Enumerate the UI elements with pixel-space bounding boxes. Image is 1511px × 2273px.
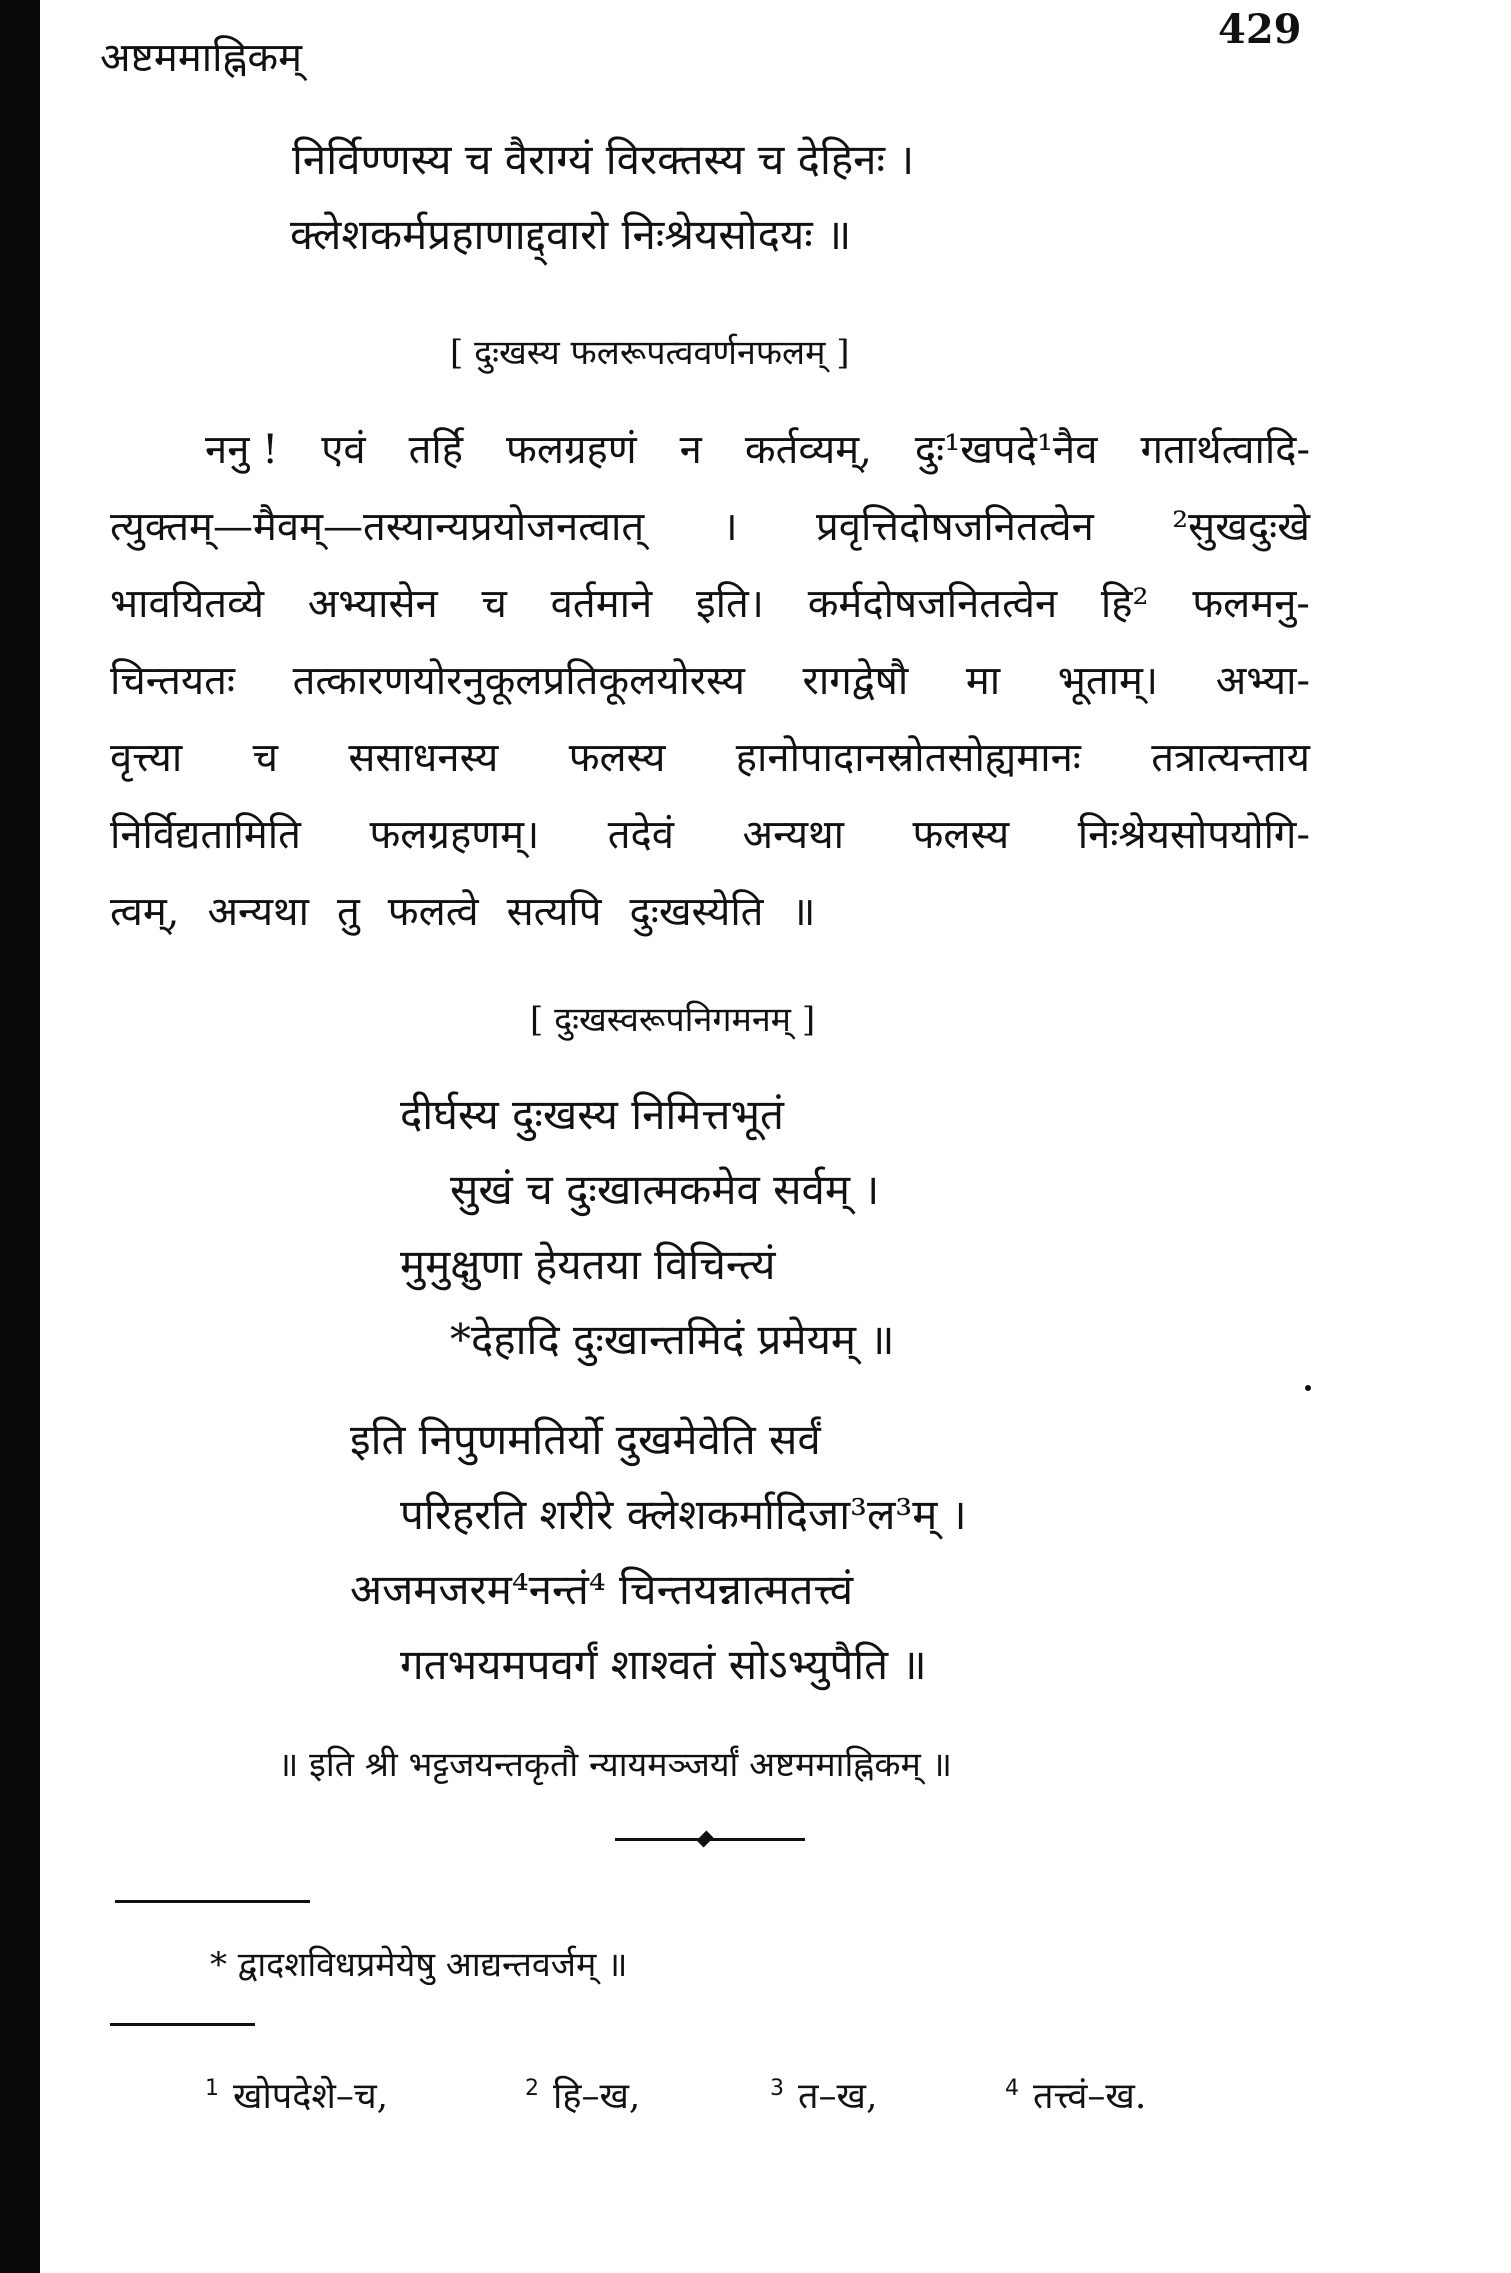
colophon: ॥ इति श्री भट्टजयन्तकृतौ न्यायमञ्जर्यां अष्टममाह्निकम् ॥ xyxy=(278,1745,953,1785)
section-heading: [ दुःखस्य फलरूपत्ववर्णनफलम् ] xyxy=(450,333,850,373)
verse-line: अजमजरम⁴नन्तं⁴ चिन्तयन्नात्मतत्त्वं xyxy=(350,1565,854,1614)
prose-word: तु xyxy=(336,889,360,935)
prose-word: भूताम्। xyxy=(1057,658,1159,704)
prose-word: एवं xyxy=(321,427,366,473)
prose-line xyxy=(205,420,1310,475)
prose-line xyxy=(110,574,1310,629)
prose-word: मा xyxy=(965,658,1001,704)
prose-word: हानोपादानस्रोतसोह्यमानः xyxy=(735,735,1081,781)
prose-word: ननु ! xyxy=(205,427,279,473)
prose-word: निःश्रेयसोपयोगि- xyxy=(1077,812,1310,858)
prose-word: तत्कारणयोरनुकूलप्रतिकूलयोरस्य xyxy=(292,658,745,704)
prose-word: तदेवं xyxy=(607,812,675,858)
running-head: अष्टममाह्निकम् xyxy=(100,35,302,81)
verse-line: दीर्घस्य दुःखस्य निमित्तभूतं xyxy=(400,1090,784,1139)
prose-word: दुःखस्येति xyxy=(629,889,764,935)
prose-word: दुः¹खपदे¹नैव xyxy=(914,427,1098,473)
prose-word: फलग्रहणम्। xyxy=(369,812,540,858)
variant-reading: $^2$ हि–ख, xyxy=(525,2076,641,2117)
prose-line xyxy=(110,497,1310,552)
prose-word: गतार्थत्वादि- xyxy=(1140,427,1310,473)
prose-line xyxy=(110,805,1310,860)
prose-word: वर्तमाने xyxy=(550,581,653,627)
prose-word: कर्मदोषजनितत्वेन xyxy=(807,581,1058,627)
ornamental-rule-diamond xyxy=(697,1831,714,1848)
prose-word: च xyxy=(252,735,278,781)
prose-word: हि² xyxy=(1100,581,1149,627)
prose-word: फलग्रहणं xyxy=(505,427,637,473)
prose-word: फलत्वे xyxy=(387,889,479,935)
verse-line: गतभयमपवर्गं शाश्वतं सोऽभ्युपैति ॥ xyxy=(400,1640,927,1689)
prose-word: इति। xyxy=(695,581,764,627)
prose-word: कर्तव्यम्, xyxy=(744,427,872,473)
opening-verse-line: निर्विण्णस्य च वैराग्यं विरक्तस्य च देहिनः । xyxy=(292,135,915,184)
verse-line: इति निपुणमतिर्यो दुखमेवेति सर्वं xyxy=(350,1415,821,1464)
footnote-rule xyxy=(110,2023,255,2026)
page-number: 429 xyxy=(1218,6,1302,53)
footnote-rule xyxy=(115,1900,310,1903)
footnote-star: * द्वादशविधप्रमेयेषु आद्यन्तवर्जम् ॥ xyxy=(210,1945,628,1985)
prose-word: फलमनु- xyxy=(1192,581,1310,627)
prose-word: निर्विद्यतामिति xyxy=(110,812,301,858)
scan-gutter-edge xyxy=(0,0,40,2273)
variant-reading: $^1$ खोपदेशे–च, xyxy=(205,2076,389,2117)
prose-word: त्वम्, xyxy=(110,889,180,935)
prose-word: ²सुखदुःखे xyxy=(1172,504,1310,550)
prose-word: चिन्तयतः xyxy=(110,658,235,704)
prose-word: प्रवृत्तिदोषजनितत्वेन xyxy=(816,504,1094,550)
prose-word: त्युक्तम्—मैवम्—तस्यान्यप्रयोजनत्वात् xyxy=(110,504,645,550)
variant-reading: $^4$ तत्त्वं–ख. xyxy=(1005,2076,1147,2117)
prose-word: तत्रात्यन्ताय xyxy=(1151,735,1310,781)
prose-word: सत्यपि xyxy=(506,889,602,935)
prose-word: अन्यथा xyxy=(207,889,309,935)
verse-line: मुमुक्षुणा हेयतया विचिन्त्यं xyxy=(400,1240,776,1289)
prose-word: । xyxy=(722,504,738,550)
prose-word: रागद्वेषौ xyxy=(802,658,909,704)
prose-word: अन्यथा xyxy=(742,812,844,858)
prose-word: फलस्य xyxy=(912,812,1010,858)
variant-reading: $^3$ त–ख, xyxy=(770,2076,878,2117)
prose-word: अभ्यासेन xyxy=(307,581,438,627)
prose-word: फलस्य xyxy=(568,735,666,781)
verse-line: *देहादि दुःखान्तमिदं प्रमेयम् ॥ xyxy=(450,1315,895,1364)
opening-verse-line: क्लेशकर्मप्रहाणाद्द्वारो निःश्रेयसोदयः ॥ xyxy=(290,210,852,259)
prose-line xyxy=(110,882,1310,937)
prose-word: अभ्या- xyxy=(1215,658,1310,704)
prose-word: तर्हि xyxy=(408,427,463,473)
stray-ink-dot xyxy=(1305,1385,1311,1391)
prose-word: ॥ xyxy=(791,889,816,935)
prose-word: भावयितव्ये xyxy=(110,581,264,627)
prose-word: न xyxy=(679,427,702,473)
section-heading: [ दुःखस्वरूपनिगमनम् ] xyxy=(530,1000,816,1040)
prose-word: ससाधनस्य xyxy=(348,735,499,781)
prose-line xyxy=(110,651,1310,706)
verse-line: परिहरति शरीरे क्लेशकर्मादिजा³ल³म् । xyxy=(400,1490,967,1539)
prose-word: वृत्त्या xyxy=(110,735,183,781)
verse-line: सुखं च दुःखात्मकमेव सर्वम् । xyxy=(450,1165,880,1214)
prose-word: च xyxy=(481,581,507,627)
prose-line xyxy=(110,728,1310,783)
